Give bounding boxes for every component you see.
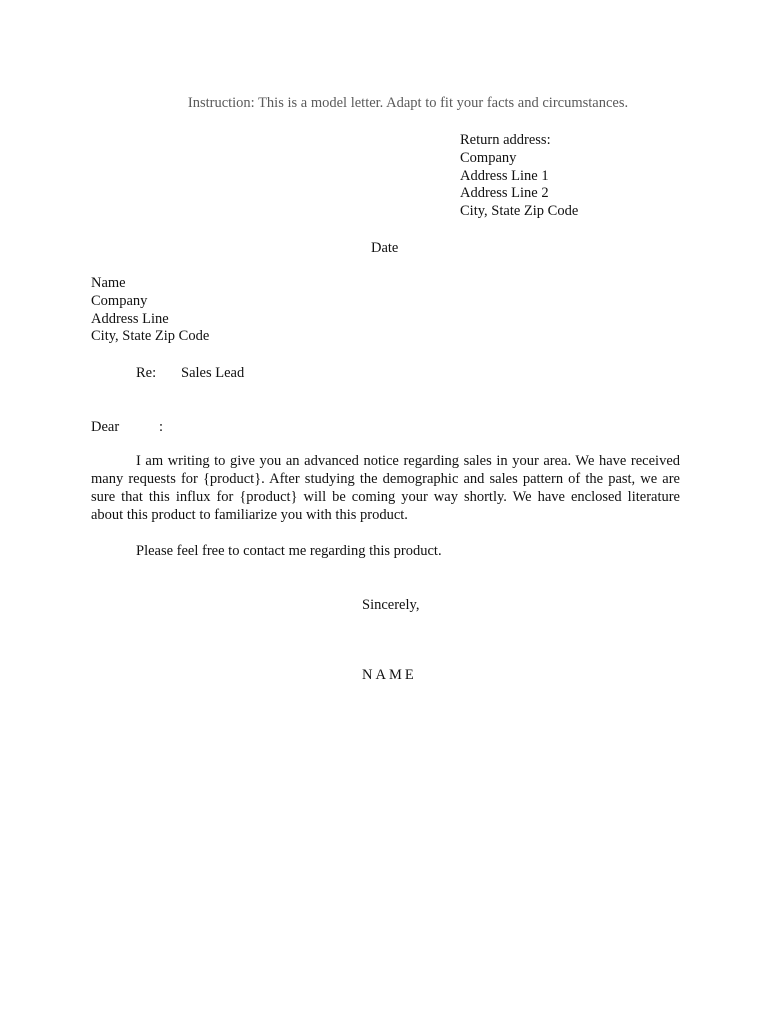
return-address-company: Company xyxy=(460,149,517,166)
body-paragraph-2: Please feel free to contact me regarding this product. xyxy=(136,543,442,559)
return-address-block xyxy=(460,132,578,221)
salutation-colon: : xyxy=(159,419,164,435)
closing: Sincerely, xyxy=(362,597,420,613)
re-subject: Sales Lead xyxy=(181,365,245,381)
recipient-company: Company xyxy=(91,292,148,309)
instruction-note: Instruction: This is a model letter. Adapt to fit your facts and circumstances. xyxy=(187,95,629,111)
letter-date: Date xyxy=(371,240,399,256)
return-address-line-1: Address Line 1 xyxy=(460,167,549,184)
signature-name: NAME xyxy=(362,667,417,683)
body-paragraph-1: I am writing to give you an advanced notice regarding sales in your area. We have received many requests for {product}. After studying the demographic and sales pattern of the past, we are sure that this influx for {product} will be coming your way shortly. We have enclosed literature about this product to familiarize you with this product. xyxy=(91,453,680,523)
recipient-address-block xyxy=(91,275,209,346)
return-address-label: Return address: xyxy=(460,132,551,148)
salutation-greeting: Dear xyxy=(91,419,120,435)
recipient-name: Name xyxy=(91,275,126,291)
return-address-city-state-zip: City, State Zip Code xyxy=(460,203,579,220)
return-address-line-2: Address Line 2 xyxy=(460,185,549,202)
re-label: Re: xyxy=(136,365,157,381)
recipient-address-line: Address Line xyxy=(91,310,169,327)
recipient-city-state-zip: City, State Zip Code xyxy=(91,328,210,345)
